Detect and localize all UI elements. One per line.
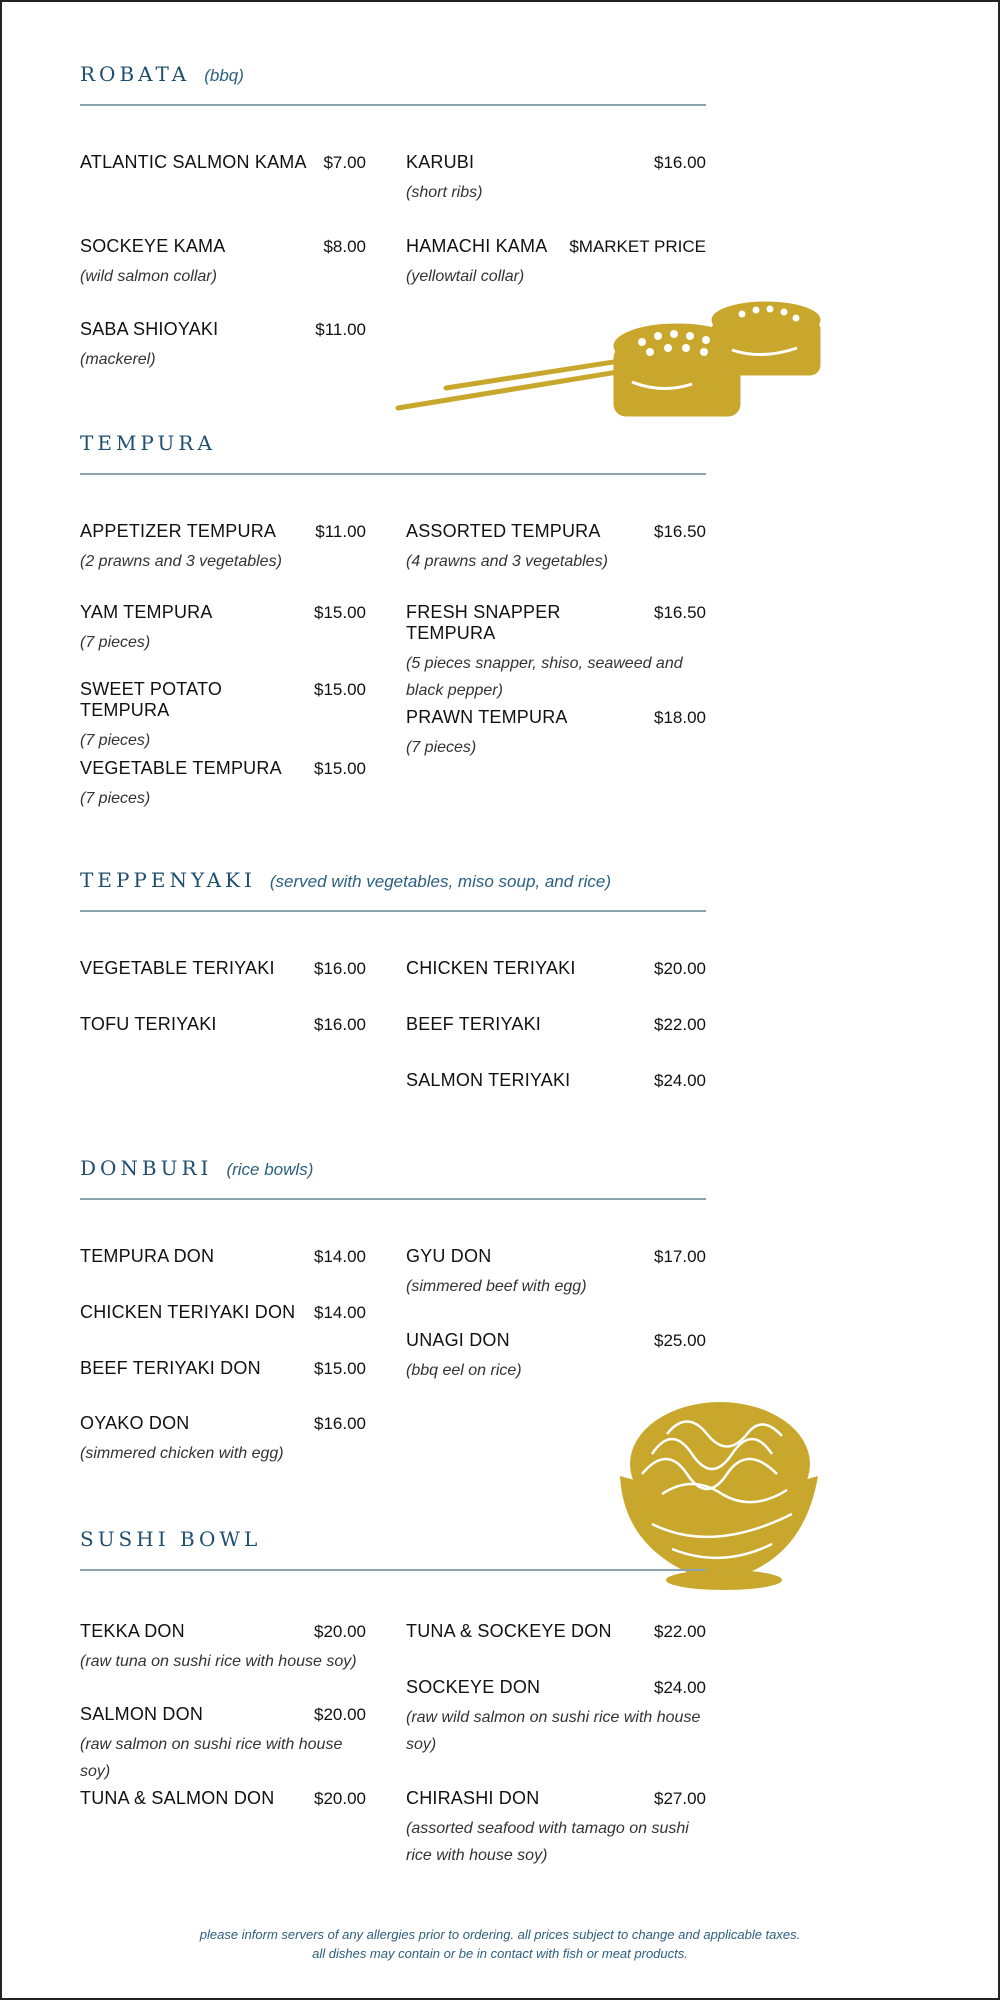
item-price: $24.00 — [654, 1071, 706, 1090]
noodle-bowl-illustration — [612, 1394, 828, 1594]
item-price: $25.00 — [654, 1331, 706, 1350]
item-name: CHICKEN TERIYAKI — [406, 958, 576, 978]
item-name: ATLANTIC SALMON KAMA — [80, 152, 307, 172]
menu-item — [406, 1621, 706, 1642]
item-name: PRAWN TEMPURA — [406, 707, 568, 727]
item-price: $15.00 — [314, 1359, 366, 1378]
item-name: BEEF TERIYAKI DON — [80, 1358, 261, 1378]
item-name: ASSORTED TEMPURA — [406, 521, 601, 541]
item-price: $16.00 — [654, 153, 706, 172]
item-price: $16.50 — [654, 522, 706, 541]
menu-item — [406, 1788, 706, 1869]
item-name: TOFU TERIYAKI — [80, 1014, 217, 1034]
menu-item — [80, 521, 366, 575]
menu-item — [80, 236, 366, 290]
menu-item — [80, 1413, 366, 1467]
item-description: (mackerel) — [80, 351, 156, 368]
menu-item — [406, 707, 706, 761]
section-title: DONBURI — [80, 1156, 213, 1180]
menu-item — [80, 1246, 366, 1267]
section-title: TEMPURA — [80, 431, 216, 455]
menu-item — [80, 1621, 366, 1675]
section-subtitle: (rice bowls) — [226, 1160, 314, 1179]
item-description: (short ribs) — [406, 184, 483, 201]
item-name: GYU DON — [406, 1246, 492, 1266]
section-title: ROBATA — [80, 62, 191, 86]
menu-item — [80, 319, 366, 373]
item-price: $14.00 — [314, 1303, 366, 1322]
item-description: (7 pieces) — [80, 634, 151, 651]
item-name: TEKKA DON — [80, 1621, 185, 1641]
item-price: $20.00 — [314, 1622, 366, 1641]
section-divider — [80, 910, 706, 912]
sushi-chopsticks-illustration — [392, 290, 822, 440]
item-name: SALMON TERIYAKI — [406, 1070, 571, 1090]
item-price: $18.00 — [654, 708, 706, 727]
section-divider — [80, 104, 706, 106]
menu-item — [80, 679, 366, 754]
disclaimer-line-1: please inform servers of any allergies prior to ordering. all prices subject to change and applicable taxes. — [199, 1927, 801, 1942]
item-price: $15.00 — [314, 759, 366, 778]
item-price: $8.00 — [323, 237, 366, 256]
item-name: VEGETABLE TEMPURA — [80, 758, 282, 778]
menu-item — [406, 236, 706, 290]
item-name: YAM TEMPURA — [80, 602, 213, 622]
item-name: TEMPURA DON — [80, 1246, 215, 1266]
section-divider — [80, 1569, 706, 1571]
menu-item — [406, 1677, 706, 1758]
item-description: (7 pieces) — [80, 732, 151, 749]
item-price: $16.00 — [314, 1015, 366, 1034]
menu-item — [406, 152, 706, 206]
menu-item — [406, 1330, 706, 1384]
item-price: $11.00 — [315, 522, 366, 541]
item-name: SABA SHIOYAKI — [80, 319, 219, 339]
item-price: $20.00 — [314, 1789, 366, 1808]
item-price: $22.00 — [654, 1622, 706, 1641]
section-title: SUSHI BOWL — [80, 1527, 262, 1551]
section-tempura — [80, 431, 706, 807]
item-name: CHIRASHI DON — [406, 1788, 540, 1808]
item-description: (simmered beef with egg) — [406, 1278, 587, 1295]
section-subtitle: (served with vegetables, miso soup, and rice) — [269, 872, 611, 891]
section-sushi-bowl — [80, 1527, 706, 1864]
item-price: $16.00 — [314, 1414, 366, 1433]
section-divider — [80, 473, 706, 475]
item-price: $22.00 — [654, 1015, 706, 1034]
section-title: TEPPENYAKI — [80, 868, 256, 892]
item-description: (5 pieces snapper, shiso, seaweed and black pepper) — [406, 655, 683, 699]
item-name: UNAGI DON — [406, 1330, 510, 1350]
item-description: (raw salmon on sushi rice with house soy) — [80, 1736, 343, 1780]
item-description: (raw wild salmon on sushi rice with house soy) — [406, 1709, 701, 1753]
item-price: $15.00 — [314, 603, 366, 622]
item-price: $16.00 — [314, 959, 366, 978]
item-name: BEEF TERIYAKI — [406, 1014, 541, 1034]
item-name: SOCKEYE KAMA — [80, 236, 226, 256]
menu-item — [80, 602, 366, 656]
item-description: (bbq eel on rice) — [406, 1362, 522, 1379]
item-description: (2 prawns and 3 vegetables) — [80, 553, 282, 570]
menu-item — [80, 1302, 366, 1323]
item-description: (4 prawns and 3 vegetables) — [406, 553, 608, 570]
item-price: $14.00 — [314, 1247, 366, 1266]
item-name: TUNA & SALMON DON — [80, 1788, 275, 1808]
item-description: (raw tuna on sushi rice with house soy) — [80, 1653, 357, 1670]
allergy-disclaimer — [0, 1925, 1000, 1963]
item-name: CHICKEN TERIYAKI DON — [80, 1302, 296, 1322]
menu-item — [80, 1358, 366, 1379]
item-price: $17.00 — [654, 1247, 706, 1266]
item-price: $MARKET PRICE — [569, 237, 706, 256]
item-description: (assorted seafood with tamago on sushi rice with house soy) — [406, 1820, 689, 1864]
item-name: HAMACHI KAMA — [406, 236, 548, 256]
menu-item — [80, 1788, 366, 1809]
menu-item — [80, 958, 366, 979]
item-price: $27.00 — [654, 1789, 706, 1808]
menu-item — [406, 958, 706, 979]
item-price: $15.00 — [314, 680, 366, 699]
item-name: SALMON DON — [80, 1704, 204, 1724]
menu-item — [80, 152, 366, 173]
item-name: FRESH SNAPPER TEMPURA — [406, 602, 561, 643]
item-price: $20.00 — [654, 959, 706, 978]
item-name: APPETIZER TEMPURA — [80, 521, 277, 541]
item-description: (7 pieces) — [80, 790, 151, 807]
item-name: SOCKEYE DON — [406, 1677, 541, 1697]
item-price: $16.50 — [654, 603, 706, 622]
item-price: $11.00 — [315, 320, 366, 339]
item-description: (wild salmon collar) — [80, 268, 217, 285]
item-name: KARUBI — [406, 152, 475, 172]
menu-item — [406, 602, 706, 704]
menu-item — [406, 521, 706, 575]
item-name: TUNA & SOCKEYE DON — [406, 1621, 612, 1641]
menu-item — [80, 758, 366, 812]
item-price: $20.00 — [314, 1705, 366, 1724]
menu-item — [80, 1014, 366, 1035]
item-name: SWEET POTATO TEMPURA — [80, 679, 223, 720]
item-description: (yellowtail collar) — [406, 268, 525, 285]
section-subtitle: (bbq) — [204, 66, 244, 85]
item-description: (7 pieces) — [406, 739, 477, 756]
item-name: OYAKO DON — [80, 1413, 190, 1433]
section-teppenyaki — [80, 868, 706, 1090]
item-description: (simmered chicken with egg) — [80, 1445, 284, 1462]
disclaimer-line-2: all dishes may contain or be in contact with fish or meat products. — [312, 1946, 688, 1961]
menu-item — [406, 1014, 706, 1035]
section-robata — [80, 62, 706, 368]
item-price: $7.00 — [323, 153, 366, 172]
menu-item — [80, 1704, 366, 1785]
section-divider — [80, 1198, 706, 1200]
menu-item — [406, 1246, 706, 1300]
item-price: $24.00 — [654, 1678, 706, 1697]
menu-item — [406, 1070, 706, 1091]
item-name: VEGETABLE TERIYAKI — [80, 958, 275, 978]
section-donburi — [80, 1156, 706, 1462]
